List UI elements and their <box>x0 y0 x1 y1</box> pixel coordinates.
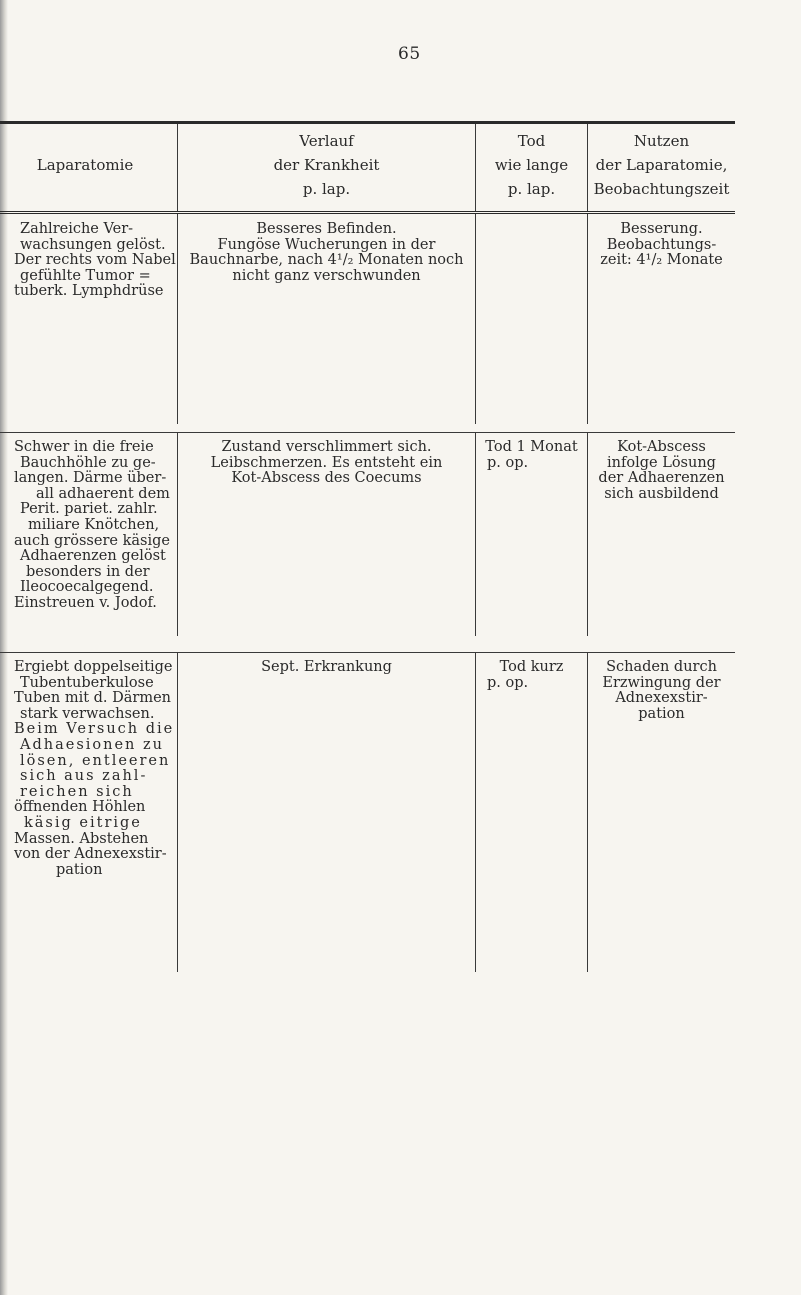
row2-laparatomie: Schwer in die freie Bauchhöhle zu ge- langen. Därme über- all adhaerent dem Perit. pariet. zahlr. miliare Knötchen, auch grössere käsige Adhaerenzen gelöst besonders in der Ileocoecalgegend. Einstreuen v. Jodof. <box>14 439 170 611</box>
row1-verlauf: Besseres Befinden. Fungöse Wucherungen in der Bauchnarbe, nach 4¹/₂ Monaten noch nicht ganz verschwunden <box>189 221 464 284</box>
row3-divider-2 <box>475 652 476 972</box>
row3-nutzen: Schaden durch Erzwingung der Adnexexstir- pation <box>602 659 721 722</box>
header-laparatomie: Laparatomie <box>36 156 134 174</box>
row1-divider-2 <box>475 214 476 424</box>
row1-laparatomie: Zahlreiche Ver- wachsungen gelöst. Der rechts vom Nabel gefühlte Tumor = tuberk. Lymphdrüse <box>14 221 176 300</box>
row2-tod: Tod 1 Monat p. op. <box>485 439 578 471</box>
row-separator-1 <box>0 432 735 433</box>
row-separator-2 <box>0 652 735 653</box>
scan-edge-shadow <box>0 0 8 1295</box>
row3-divider-1 <box>177 652 178 972</box>
row2-nutzen: Kot-Abscess infolge Lösung der Adhaerenzen sich ausbildend <box>598 439 725 502</box>
row3-tod: Tod kurz p. op. <box>487 659 564 691</box>
row1-nutzen: Besserung. Beobachtungs- zeit: 4¹/₂ Monate <box>600 221 723 269</box>
header-verlauf: Verlauf der Krankheit p. lap. <box>273 132 380 198</box>
table-top-rule <box>0 121 735 124</box>
page-number: 65 <box>398 44 421 64</box>
header-tod: Tod wie lange p. lap. <box>494 132 569 198</box>
row3-verlauf: Sept. Erkrankung <box>261 659 392 675</box>
header-nutzen: Nutzen der Laparatomie, Beobachtungszeit <box>593 132 730 198</box>
header-bottom-rule <box>0 211 735 214</box>
row3-laparatomie: Ergiebt doppelseitige Tubentuberkulose Tuben mit d. Därmen stark verwachsen. Beim Versuch die Adhaesionen zu lösen, entleeren sich aus zahl- reichen sich öffnenden Höhlen käsig eitrige Massen. Abstehen von der Adnexexstir- pation <box>14 659 175 878</box>
row2-verlauf: Zustand verschlimmert sich. Leibschmerzen. Es entsteht ein Kot-Abscess des Coecums <box>210 439 443 487</box>
